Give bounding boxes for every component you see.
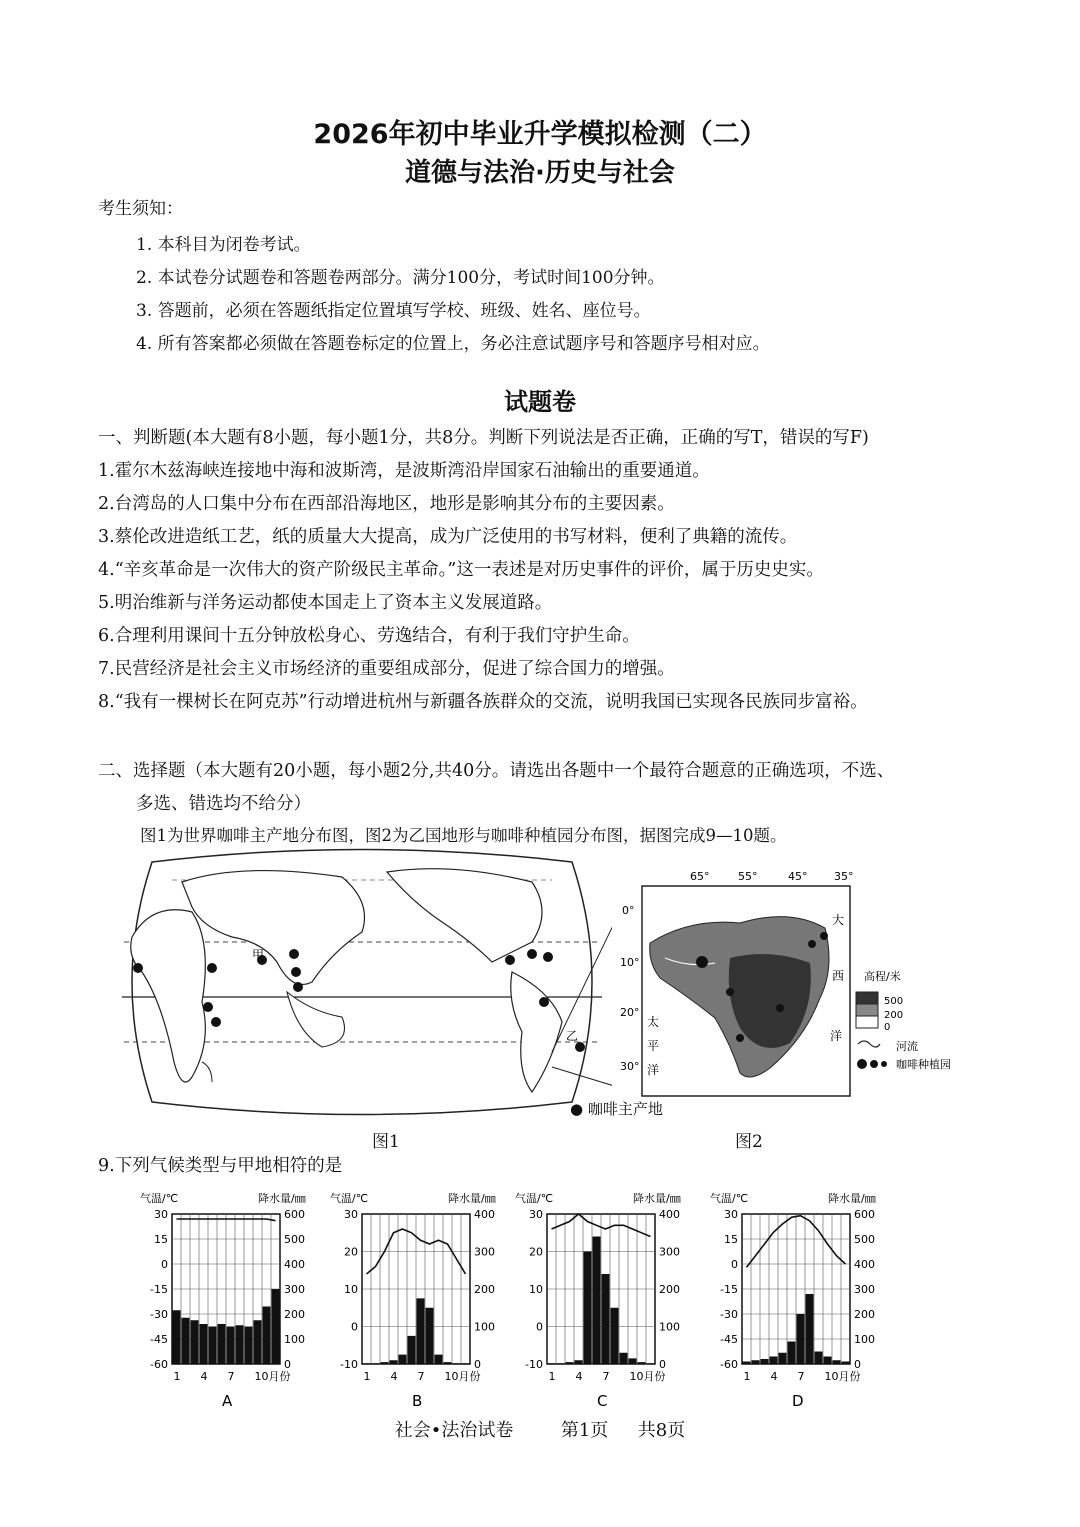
precip-bar xyxy=(806,1294,814,1364)
judge-item-8: 8.“我有一棵树长在阿克苏”行动增进杭州与新疆各族群众的交流，说明我国已实现各民族同步富裕。 xyxy=(98,692,868,712)
temp-axis-label: 气温/℃ xyxy=(710,1192,749,1205)
temp-tick: -45 xyxy=(150,1333,168,1346)
temp-tick: 0 xyxy=(351,1320,358,1334)
precip-bar xyxy=(647,1363,655,1364)
month-tick: 7 xyxy=(227,1370,235,1383)
precip-tick: 600 xyxy=(854,1208,875,1221)
precip-tick: 300 xyxy=(854,1283,875,1296)
temp-tick: 30 xyxy=(154,1208,168,1221)
precip-bar xyxy=(381,1362,389,1364)
temp-tick: 30 xyxy=(344,1208,358,1221)
month-tick: 10月份 xyxy=(824,1370,861,1383)
part1-heading: 一、判断题(本大题有8小题，每小题1分，共8分。判断下列说法是否正确，正确的写T，错误的写F) xyxy=(98,428,869,448)
month-tick: 1 xyxy=(548,1370,556,1383)
precip-tick: 300 xyxy=(659,1245,680,1259)
temp-tick: -15 xyxy=(150,1283,168,1296)
temp-tick: -60 xyxy=(150,1358,168,1371)
notice-item-1: 1. 本科目为闭卷考试。 xyxy=(136,235,311,255)
precip-tick: 400 xyxy=(854,1258,875,1271)
precip-bar xyxy=(557,1363,565,1364)
fig2-caption: 图2 xyxy=(735,1132,763,1152)
precip-tick: 200 xyxy=(284,1308,305,1321)
notice-item-2: 2. 本试卷分试题卷和答题卷两部分。满分100分，考试时间100分钟。 xyxy=(136,268,665,288)
lat-10: 10° xyxy=(620,956,640,969)
precip-bar xyxy=(408,1336,416,1364)
fig1-caption: 图1 xyxy=(372,1132,400,1152)
precip-tick: 200 xyxy=(474,1283,495,1296)
month-tick: 4 xyxy=(390,1370,398,1383)
temp-tick: 0 xyxy=(161,1258,168,1271)
legend-elevation-title: 高程/米 xyxy=(864,970,901,983)
legend-500: 500 xyxy=(884,996,904,1007)
precip-tick: 100 xyxy=(284,1333,305,1346)
temp-tick: 20 xyxy=(529,1245,543,1259)
precip-bar xyxy=(584,1252,592,1365)
precip-bar xyxy=(263,1307,271,1365)
page-footer xyxy=(0,1416,1080,1442)
ocean-pacific-1: 太 xyxy=(647,1015,660,1029)
month-tick: 4 xyxy=(200,1370,208,1383)
map-legend-coffee: ● 咖啡主产地 xyxy=(570,1100,663,1118)
precip-tick: 200 xyxy=(854,1308,875,1321)
lat-30: 30° xyxy=(620,1060,640,1073)
precip-tick: 400 xyxy=(659,1208,680,1221)
precip-bar xyxy=(611,1308,619,1364)
footer-subject: 社会•法治试卷 xyxy=(394,1420,514,1441)
precip-bar xyxy=(390,1360,398,1364)
precip-bar xyxy=(200,1324,208,1364)
temp-tick: -30 xyxy=(150,1308,168,1321)
paper-title: 试题卷 xyxy=(504,388,576,416)
temp-tick: 0 xyxy=(731,1258,738,1271)
temp-tick: 10 xyxy=(344,1283,358,1296)
brazil-terrain-map xyxy=(620,868,970,1098)
precip-bar xyxy=(426,1308,434,1364)
footer-total: 共8页 xyxy=(637,1420,686,1441)
precip-bar xyxy=(363,1363,371,1364)
option-letter: C xyxy=(597,1392,608,1410)
temp-tick: 15 xyxy=(154,1233,168,1246)
month-tick: 10月份 xyxy=(254,1370,291,1383)
temp-tick: -30 xyxy=(720,1308,738,1321)
judge-item-1: 1.霍尔木兹海峡连接地中海和波斯湾，是波斯湾沿岸国家石油输出的重要通道。 xyxy=(98,461,710,481)
precip-bar xyxy=(254,1320,262,1364)
option-letter: B xyxy=(412,1392,423,1410)
precip-bar xyxy=(620,1353,628,1364)
ocean-atlantic-3: 洋 xyxy=(830,1029,843,1043)
precip-bar xyxy=(218,1324,226,1364)
precip-bar xyxy=(743,1362,751,1365)
precip-bar xyxy=(245,1327,253,1365)
legend-river: 河流 xyxy=(896,1040,918,1053)
precip-tick: 100 xyxy=(474,1320,495,1334)
precip-bar xyxy=(236,1325,244,1364)
temp-tick: 30 xyxy=(529,1208,543,1221)
precip-bar xyxy=(833,1360,841,1364)
exam-title: 2026年初中毕业升学模拟检测（二） xyxy=(313,119,767,150)
notice-item-3: 3. 答题前，必须在答题纸指定位置填写学校、班级、姓名、座位号。 xyxy=(136,301,651,321)
notice-heading: 考生须知： xyxy=(98,199,183,219)
month-tick: 1 xyxy=(743,1370,751,1383)
lon-55: 55° xyxy=(738,870,758,883)
legend-0: 0 xyxy=(884,1022,891,1033)
precip-bar xyxy=(372,1363,380,1364)
temp-tick: -10 xyxy=(340,1358,358,1371)
ocean-atlantic-1: 大 xyxy=(832,913,845,927)
month-tick: 4 xyxy=(575,1370,583,1383)
precip-axis-label: 降水量/㎜ xyxy=(258,1192,306,1205)
temp-tick: -45 xyxy=(720,1333,738,1346)
precip-bar xyxy=(788,1342,796,1365)
month-tick: 7 xyxy=(417,1370,425,1383)
ocean-atlantic-2: 西 xyxy=(832,969,845,983)
precip-bar xyxy=(842,1362,850,1365)
ocean-pacific-3: 洋 xyxy=(647,1063,660,1077)
precip-bar xyxy=(182,1318,190,1364)
precip-bar xyxy=(593,1237,601,1365)
judge-item-7: 7.民营经济是社会主义市场经济的重要组成部分，促进了综合国力的增强。 xyxy=(98,659,675,679)
month-tick: 7 xyxy=(797,1370,805,1383)
temp-tick: 20 xyxy=(344,1245,358,1259)
precip-bar xyxy=(575,1360,583,1364)
legend-plantation: 咖啡种植园 xyxy=(896,1058,951,1071)
ocean-pacific-2: 平 xyxy=(647,1039,660,1053)
precip-bar xyxy=(227,1327,235,1365)
lon-45: 45° xyxy=(788,870,808,883)
lon-35: 35° xyxy=(834,870,854,883)
month-tick: 10月份 xyxy=(629,1370,666,1383)
judge-item-5: 5.明治维新与洋务运动都使本国走上了资本主义发展道路。 xyxy=(98,593,553,613)
temp-tick: -10 xyxy=(525,1358,543,1371)
precip-tick: 400 xyxy=(474,1208,495,1221)
precip-tick: 100 xyxy=(659,1320,680,1334)
precip-bar xyxy=(417,1298,425,1364)
precip-bar xyxy=(824,1357,832,1365)
legend-200: 200 xyxy=(884,1010,904,1021)
precip-tick: 600 xyxy=(284,1208,305,1221)
precip-bar xyxy=(770,1357,778,1365)
precip-bar xyxy=(779,1353,787,1364)
precip-bar xyxy=(815,1352,823,1365)
temp-tick: -15 xyxy=(720,1283,738,1296)
judge-item-2: 2.台湾岛的人口集中分布在西部沿海地区，地形是影响其分布的主要因素。 xyxy=(98,494,675,514)
precip-tick: 500 xyxy=(854,1233,875,1246)
lon-65: 65° xyxy=(690,870,710,883)
precip-tick: 500 xyxy=(284,1233,305,1246)
climate-chart-d xyxy=(710,1188,895,1413)
precip-bar xyxy=(444,1362,452,1364)
precip-bar xyxy=(602,1274,610,1364)
precip-bar xyxy=(548,1363,556,1364)
temp-tick: 30 xyxy=(724,1208,738,1221)
world-coffee-map xyxy=(112,842,612,1122)
precip-tick: 300 xyxy=(284,1283,305,1296)
notice-item-4: 4. 所有答案都必须做在答题卷标定的位置上，务必注意试题序号和答题序号相对应。 xyxy=(136,334,770,354)
precip-tick: 200 xyxy=(659,1283,680,1296)
temp-tick: 10 xyxy=(529,1283,543,1296)
precip-bar xyxy=(272,1289,280,1364)
question-9-stem: 9.下列气候类型与甲地相符的是 xyxy=(98,1156,343,1176)
precip-bar xyxy=(173,1310,181,1364)
month-tick: 4 xyxy=(770,1370,778,1383)
part2-heading: 二、选择题（本大题有20小题，每小题2分,共40分。请选出各题中一个最符合题意的正确选项，不选、 xyxy=(98,761,895,781)
precip-axis-label: 降水量/㎜ xyxy=(448,1192,496,1205)
precip-axis-label: 降水量/㎜ xyxy=(828,1192,876,1205)
precip-bar xyxy=(399,1355,407,1364)
precip-tick: 0 xyxy=(659,1358,666,1371)
temp-tick: 15 xyxy=(724,1233,738,1246)
precip-tick: 300 xyxy=(474,1245,495,1259)
precip-bar xyxy=(453,1363,461,1364)
month-tick: 10月份 xyxy=(444,1370,481,1383)
precip-tick: 0 xyxy=(854,1358,861,1371)
climate-chart-c xyxy=(515,1188,700,1413)
label-yi: 乙 xyxy=(566,1029,579,1043)
footer-page: 第1页 xyxy=(560,1420,609,1441)
judge-item-3: 3.蔡伦改进造纸工艺，纸的质量大大提高，成为广泛使用的书写材料，便利了典籍的流传。 xyxy=(98,527,798,547)
precip-tick: 100 xyxy=(854,1333,875,1346)
precip-bar xyxy=(761,1359,769,1364)
precip-bar xyxy=(797,1314,805,1364)
judge-item-6: 6.合理利用课间十五分钟放松身心、劳逸结合，有利于我们守护生命。 xyxy=(98,626,640,646)
climate-chart-b xyxy=(330,1188,515,1413)
month-tick: 7 xyxy=(602,1370,610,1383)
climate-chart-a xyxy=(140,1188,325,1413)
precip-tick: 0 xyxy=(284,1358,291,1371)
month-tick: 1 xyxy=(363,1370,371,1383)
temp-axis-label: 气温/℃ xyxy=(515,1192,554,1205)
precip-axis-label: 降水量/㎜ xyxy=(633,1192,681,1205)
option-letter: A xyxy=(222,1392,233,1410)
precip-bar xyxy=(435,1355,443,1364)
precip-tick: 400 xyxy=(284,1258,305,1271)
temp-tick: -60 xyxy=(720,1358,738,1371)
temp-axis-label: 气温/℃ xyxy=(140,1192,179,1205)
option-letter: D xyxy=(792,1392,804,1410)
precip-bar xyxy=(191,1320,199,1364)
temp-axis-label: 气温/℃ xyxy=(330,1192,369,1205)
judge-item-4: 4.“辛亥革命是一次伟大的资产阶级民主革命。”这一表述是对历史事件的评价，属于历史史实。 xyxy=(98,560,824,580)
lat-20: 20° xyxy=(620,1006,640,1019)
precip-bar xyxy=(209,1327,217,1365)
precip-tick: 0 xyxy=(474,1358,481,1371)
part2-heading-cont: 多选、错选均不给分） xyxy=(136,794,311,814)
precip-bar xyxy=(752,1360,760,1364)
precip-bar xyxy=(638,1362,646,1364)
lat-0: 0° xyxy=(622,904,635,917)
month-tick: 1 xyxy=(173,1370,181,1383)
exam-subtitle: 道德与法治·历史与社会 xyxy=(405,158,675,188)
label-jia: 甲 xyxy=(252,948,265,962)
temp-tick: 0 xyxy=(536,1320,543,1334)
precip-bar xyxy=(566,1362,574,1364)
precip-bar xyxy=(462,1363,470,1364)
precip-bar xyxy=(629,1358,637,1364)
figure-intro: 图1为世界咖啡主产地分布图，图2为乙国地形与咖啡种植园分布图，据图完成9—10题。 xyxy=(140,826,787,845)
